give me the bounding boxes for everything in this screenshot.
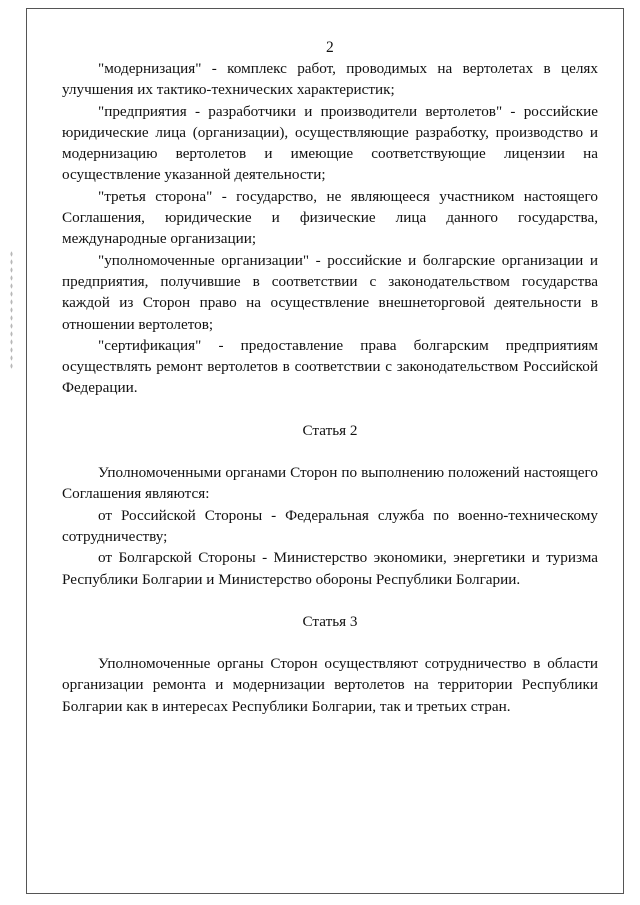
- article-3-paragraph: Уполномоченные органы Сторон осуществляют сотрудничество в области организации ремонта и модернизации вертолетов на территории Республики Болгарии как в интересах Республики Болгарии, так и третьих стран.: [62, 655, 598, 715]
- article-2-paragraph: от Болгарской Стороны - Министерство экономики, энергетики и туризма Республики Болгарии и Министерство обороны Республики Болгарии.: [62, 549, 598, 588]
- article-2-paragraph: Уполномоченными органами Сторон по выполнению положений настоящего Соглашения являются:: [62, 464, 598, 503]
- definition-paragraph: "сертификация" - предоставление права болгарским предприятиям осуществлять ремонт вертолетов в соответствии с законодательством Российской Федерации.: [62, 336, 598, 397]
- definition-paragraph: "третья сторона" - государство, не являющееся участником настоящего Соглашения, юридические и физические лица данного государства, международные организации;: [62, 187, 598, 248]
- definition-paragraph: "модернизация" - комплекс работ, проводимых на вертолетах в целях улучшения их тактико-технических характеристик;: [62, 60, 598, 99]
- document-page: [62, 38, 598, 717]
- definition-paragraph: "предприятия - разработчики и производители вертолетов" - российские юридические лица (организации), осуществляющие разработку, производство и модернизацию вертолетов и имеющие соответствующие лицензии на осуществление указанной деятельности;: [62, 102, 598, 184]
- page-number: 2: [325, 39, 335, 56]
- definition-paragraph: "уполномоченные организации" - российские и болгарские организации и предприятия, получившие в соответствии с законодательством государства каждой из Сторон право на осуществление внешнеторговой деятельности в отношении вертолетов;: [62, 251, 598, 333]
- article-3-heading: Статья 3: [302, 612, 358, 630]
- article-2-heading: Статья 2: [302, 421, 358, 439]
- article-2-paragraph: от Российской Стороны - Федеральная служба по военно-техническому сотрудничеству;: [62, 506, 598, 545]
- scan-margin-dots: [10, 250, 13, 370]
